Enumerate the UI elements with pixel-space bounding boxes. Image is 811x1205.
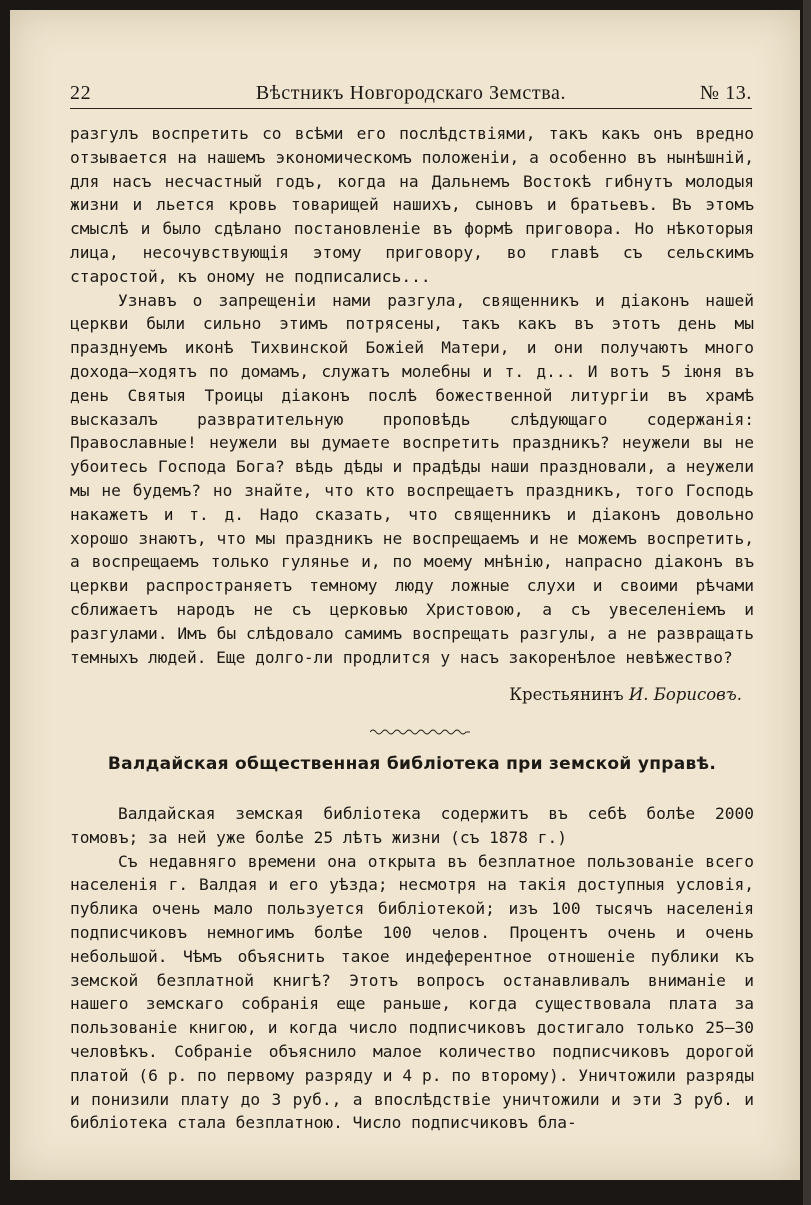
signature-prefix: Крестьянинъ <box>509 685 624 705</box>
article-paragraph: Съ недавняго времени она открыта въ безплатное пользованіе всего населенія г. Валдая и его уѣзда; несмотря на такія доступныя условія, публика очень мало пользуется библіотекой; изъ 100 тысячъ населенія подписчиковъ немногимъ болѣе 100 челов. Процентъ очень и очень небольшой. Чѣмъ объяснить такое индеферентное отношеніе публики къ земской безплатной книгѣ? Этотъ вопросъ останавливалъ вниманіе и нашего земскаго собранія еще раньше, когда существовала плата за пользованіе книгою, и когда число подписчиковъ достигало только 25—30 человѣкъ. Собраніе объяснило малое количество подписчиковъ дорогой платой (6 р. по первому разряду и 4 р. по второму). Уничтожили разряды и понизили плату до 3 руб., а впослѣдствіе уничтожили и эти 3 руб. и библіотека стала безплатною. Число подписчиковъ бла- <box>70 851 754 1133</box>
section-divider-ornament <box>370 728 470 736</box>
journal-title: Вѣстникъ Новгородскаго Земства. <box>255 82 567 104</box>
issue-number: № 13. <box>699 82 752 104</box>
page-edge <box>803 0 811 1205</box>
signature-name: И. Борисовъ. <box>628 685 742 705</box>
article-paragraph: разгулъ воспретить со всѣми его послѣдствіями, такъ какъ онъ вредно отзывается на нашемъ экономическомъ положеніи, а особенно въ нынѣшній, для насъ несчастный годъ, когда на Дальнемъ Востокѣ гибнутъ молодыя жизни и льется кровь товарищей нашихъ, сыновъ и братьевъ. Въ этомъ смыслѣ и было сдѣлано постановленіе въ формѣ приговора. Но нѣкоторыя лица, несочувствующія этому приговору, во главѣ съ сельскимъ старостой, къ оному не подписались... <box>70 124 754 286</box>
page-number: 22 <box>70 82 92 104</box>
article-body <box>70 802 754 1135</box>
section-heading: Валдайская общественная библіотека при земской управѣ. <box>107 754 717 774</box>
page-header <box>70 72 752 109</box>
article-body <box>70 122 754 707</box>
article-paragraph: Узнавъ о запрещеніи нами разгула, священникъ и діаконъ нашей церкви были сильно этимъ потрясены, такъ какъ въ этотъ день мы празднуемъ иконѣ Тихвинской Божіей Матери, и они получаютъ много дохода—ходятъ по домамъ, служатъ молебны и т. д... И вотъ 5 іюня въ день Святыя Троицы діаконъ послѣ божественной литургіи въ храмѣ высказалъ развратительную проповѣдь слѣдующаго содержанія: Православные! неужели вы думаете воспретить праздникъ? неужели вы не убоитесь Господа Бога? вѣдь дѣды и прадѣды наши праздновали, а неужели мы не будемъ? но знайте, что кто воспрещаетъ праздникъ, того Господь накажетъ и т. д. Надо сказать, что священникъ и діаконъ довольно хорошо знаютъ, что мы праздникъ не воспрещаемъ и не можемъ воспретить, а воспрещаемъ только гулянье и, по моему мнѣнію, напрасно діаконъ въ церкви распространяетъ темному люду ложные слухи и своими рѣчами сближаетъ народъ не съ церковью Христовою, а съ увеселеніемъ и разгулами. Имъ бы слѣдовало самимъ воспрещать разгулы, а не развращать темныхъ людей. Еще долго-ли продлится у насъ закоренѣлое невѣжество? <box>70 290 754 667</box>
document-page <box>10 10 800 1180</box>
article-paragraph: Валдайская земская библіотека содержитъ въ себѣ болѣе 2000 томовъ; за ней уже болѣе 25 лѣтъ жизни (съ 1878 г.) <box>70 804 754 847</box>
author-signature <box>70 683 754 707</box>
